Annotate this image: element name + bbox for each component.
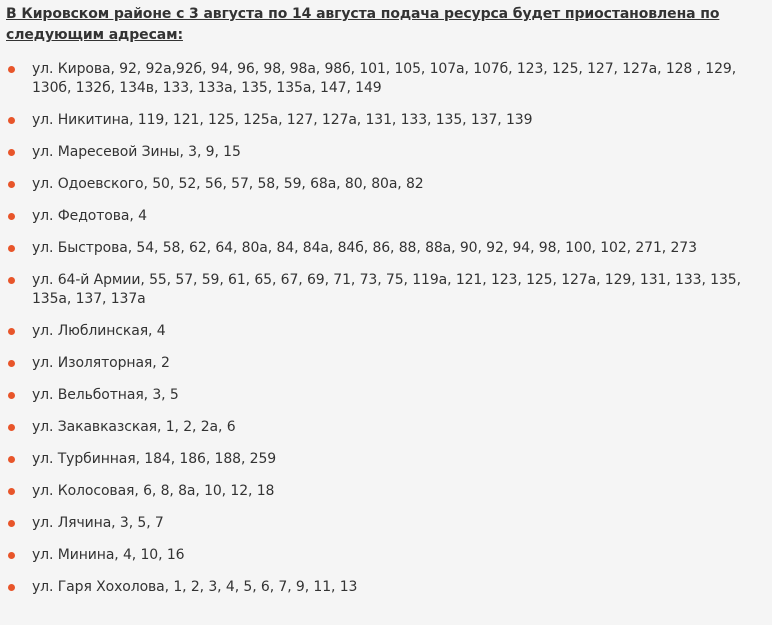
bullet-icon: [8, 245, 15, 252]
list-item: [6, 514, 766, 533]
bullet-icon: [8, 213, 15, 220]
address-text: ул. Кирова, 92, 92а,92б, 94, 96, 98, 98а, 98б, 101, 105, 107а, 107б, 123, 125, 127, 127а, 128 , 129, 130б, 132б, 134в, 133, 133а, 135, 135а, 147, 149: [32, 61, 737, 96]
list-item: [6, 207, 766, 226]
address-text: ул. Одоевского, 50, 52, 56, 57, 58, 59, 68а, 80, 80а, 82: [32, 176, 424, 192]
list-item: [6, 578, 766, 597]
bullet-icon: [8, 360, 15, 367]
list-item: [6, 482, 766, 501]
list-item: [6, 143, 766, 162]
bullet-icon: [8, 456, 15, 463]
bullet-icon: [8, 117, 15, 124]
bullet-icon: [8, 328, 15, 335]
address-text: ул. Федотова, 4: [32, 208, 147, 224]
bullet-icon: [8, 277, 15, 284]
list-item: [6, 546, 766, 565]
address-list: [6, 60, 766, 597]
list-item: [6, 354, 766, 373]
address-text: ул. Изоляторная, 2: [32, 355, 170, 371]
address-text: ул. Маресевой Зины, 3, 9, 15: [32, 144, 241, 160]
list-item: [6, 175, 766, 194]
bullet-icon: [8, 488, 15, 495]
address-text: ул. Вельботная, 3, 5: [32, 387, 179, 403]
list-item: [6, 386, 766, 405]
list-item: [6, 450, 766, 469]
address-text: ул. Люблинская, 4: [32, 323, 166, 339]
bullet-icon: [8, 181, 15, 188]
address-text: ул. Лячина, 3, 5, 7: [32, 515, 164, 531]
list-item: [6, 271, 766, 309]
bullet-icon: [8, 584, 15, 591]
address-text: ул. Никитина, 119, 121, 125, 125а, 127, 127а, 131, 133, 135, 137, 139: [32, 112, 533, 128]
address-text: ул. Колосовая, 6, 8, 8а, 10, 12, 18: [32, 483, 275, 499]
address-text: ул. Минина, 4, 10, 16: [32, 547, 185, 563]
notice-heading: В Кировском районе с 3 августа по 14 августа подача ресурса будет приостановлена по следующим адресам:: [6, 6, 720, 43]
bullet-icon: [8, 424, 15, 431]
bullet-icon: [8, 66, 15, 73]
bullet-icon: [8, 149, 15, 156]
address-text: ул. Гаря Хохолова, 1, 2, 3, 4, 5, 6, 7, 9, 11, 13: [32, 579, 358, 595]
list-item: [6, 111, 766, 130]
bullet-icon: [8, 552, 15, 559]
list-item: [6, 322, 766, 341]
address-text: ул. 64-й Армии, 55, 57, 59, 61, 65, 67, 69, 71, 73, 75, 119а, 121, 123, 125, 127а, 129, 131, 133, 135, 135а, 137, 137а: [32, 272, 741, 307]
address-text: ул. Турбинная, 184, 186, 188, 259: [32, 451, 277, 467]
list-item: [6, 418, 766, 437]
address-text: ул. Быстрова, 54, 58, 62, 64, 80а, 84, 84а, 84б, 86, 88, 88а, 90, 92, 94, 98, 100, 102, 271, 273: [32, 240, 697, 256]
bullet-icon: [8, 520, 15, 527]
list-item: [6, 60, 766, 98]
list-item: [6, 239, 766, 258]
bullet-icon: [8, 392, 15, 399]
address-text: ул. Закавказская, 1, 2, 2а, 6: [32, 419, 236, 435]
